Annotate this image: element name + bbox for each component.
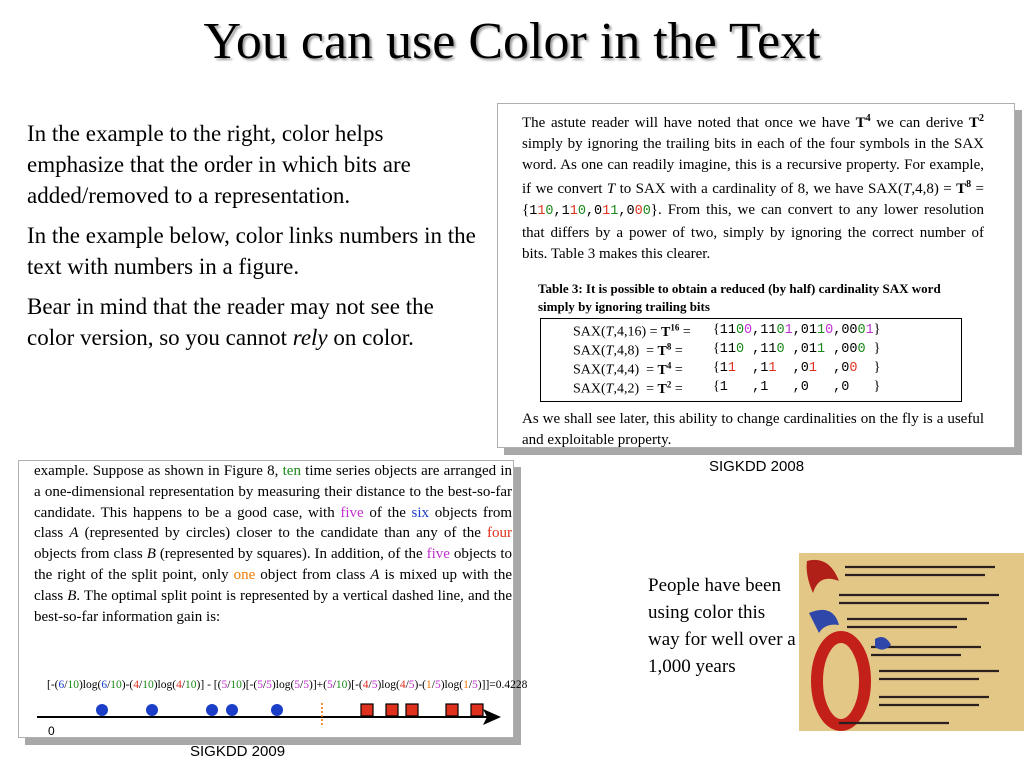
class-b-square: [406, 704, 418, 716]
class-a-circle: [96, 704, 108, 716]
information-gain-equation: [-(6/10)log(6/10)-(4/10)log(4/10)] - [(5/10)[-(5/5)log(5/5)]+(5/10)[-(4/5)log(4/5)-(1/5)log(1/5)]]=0.4228: [47, 679, 528, 691]
sax-excerpt-panel: [497, 103, 1015, 448]
caption-sigkdd-2008: SIGKDD 2008: [709, 458, 805, 475]
table-row: $SAX(T,4,8) = T^8$ = {110 ,110 ,011 ,000 }: [573, 341, 881, 359]
shapelet-paragraph: example. Suppose as shown in Figure 8, ten time series objects are arranged in a one-dimensional representation by measuring their distance to the best-so-far candidate. This happens to be a good case, with five of the six objects from class A (represented by circles) closer to the candidate than any of the four objects from class B (represented by squares). In addition, of the five objects to the right of the split point, only one object from class A is mixed up with the class B. The optimal split point is represented by a vertical dashed line, and the best-so-far information gain is:: [34, 463, 513, 625]
class-a-circle: [206, 704, 218, 716]
bullet-3: [27, 291, 477, 353]
class-a-circle: [146, 704, 158, 716]
sax-table: [540, 318, 962, 402]
class-a-circle: [271, 704, 283, 716]
sax-footer: As we shall see later, this ability to change cardinalities on the fly is a useful and exploitable property.: [522, 411, 984, 448]
bullet-3-emphasis: rely: [292, 325, 328, 350]
manuscript-image: [799, 553, 1024, 731]
bullet-1: In the example to the right, color helps emphasize that the order in which bits are added/removed to a representation.: [27, 121, 411, 208]
class-b-square: [361, 704, 373, 716]
distance-dot-plot: [33, 697, 513, 747]
equation-result: =0.4228: [489, 679, 528, 691]
bullet-2: In the example below, color links numbers in the text with numbers in a figure.: [27, 223, 476, 279]
manuscript-illustration: [799, 553, 1024, 731]
people-text: People have been using color this way for well over a 1,000 years: [648, 575, 796, 677]
class-b-square: [386, 704, 398, 716]
bullet-list: [27, 118, 477, 362]
shapelet-excerpt-panel: [18, 460, 528, 738]
slide-title: You can use Color in the Text: [203, 13, 821, 70]
class-a-circle: [226, 704, 238, 716]
bullet-3-pre: Bear in mind that the reader may not see the color version, so you cannot: [27, 294, 434, 350]
table-row: $SAX(T,4,16) = T^{16}$ = {1100,1101,0110,0001}: [573, 322, 881, 340]
bullet-3-post: on color.: [327, 325, 414, 350]
table-row: $SAX(T,4,4) = T^4$ = {11 ,11 ,01 ,00 }: [573, 360, 881, 378]
caption-sigkdd-2009: SIGKDD 2009: [190, 743, 286, 760]
table-title: Table 3: It is possible to obtain a reduced (by half) cardinality SAX word simply by ignoring trailing bits: [538, 281, 941, 314]
class-b-square: [446, 704, 458, 716]
class-b-square: [471, 704, 483, 716]
axis-zero-label: 0: [48, 724, 55, 738]
table-row: $SAX(T,4,2) = T^2$ = {1 ,1 ,0 ,0 }: [573, 379, 881, 397]
sax-paragraph: The astute reader will have noted that once we have $T^4$ we can derive $T^2$ simply by ignoring the trailing bits in each of the four symbols in the SAX word. As one can readily imagine, this is a recursive property. For example, if we convert T to SAX with a cardinality of 8, we have $SAX(T,4,8) = T^8 = \{110,110,011,000\}$. From this, we can convert to any lower resolution that differs by a power of two, simply by ignoring the correct number of bits. Table 3 makes this clearer.: [522, 113, 984, 262]
